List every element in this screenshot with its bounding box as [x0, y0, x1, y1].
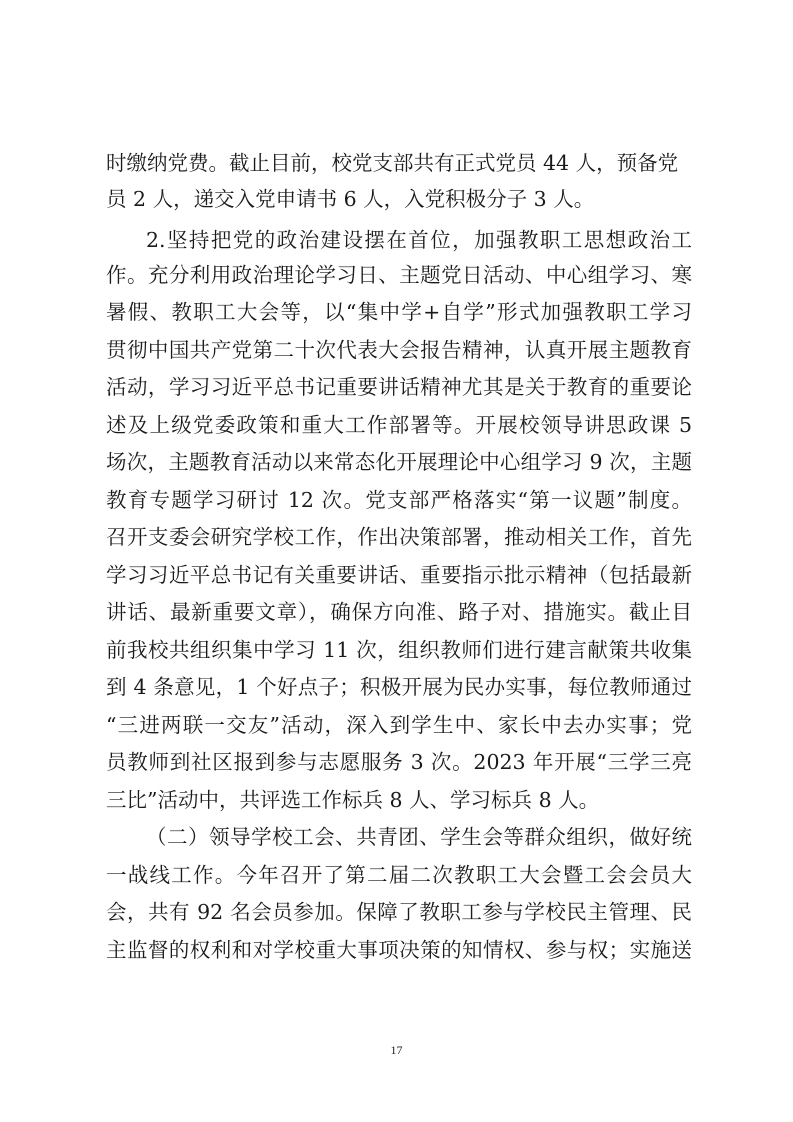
text-line: 活动，学习习近平总书记重要讲话精神尤其是关于教育的重要论	[106, 375, 692, 399]
text-line: 三比”活动中，共评选工作标兵 8 人、学习标兵 8 人。	[106, 788, 600, 812]
page-number: 17	[390, 1043, 403, 1057]
text-line: 暑假、教职工大会等，以“集中学+自学”形式加强教职工学习	[106, 300, 692, 324]
text-line: “三进两联一交友”活动，深入到学生中、家长中去办实事；党	[106, 713, 692, 737]
text-line: 讲话、最新重要文章），确保方向准、路子对、措施实。截止目	[106, 600, 692, 624]
text-line: （二）领导学校工会、共青团、学生会等群众组织，做好统	[146, 825, 692, 849]
text-line: 员 2 人，递交入党申请书 6 人，入党积极分子 3 人。	[106, 187, 595, 211]
text-line: 主监督的权利和对学校重大事项决策的知情权、参与权；实施送	[106, 938, 692, 962]
text-line: 召开支委会研究学校工作，作出决策部署，推动相关工作，首先	[106, 525, 692, 549]
text-line: 教育专题学习研讨 12 次。党支部严格落实“第一议题”制度。	[106, 488, 692, 512]
text-line: 作。充分利用政治理论学习日、主题党日活动、中心组学习、寒	[106, 263, 692, 287]
text-line: 贯彻中国共产党第二十次代表大会报告精神，认真开展主题教育	[106, 338, 692, 362]
text-line: 会，共有 92 名会员参加。保障了教职工参与学校民主管理、民	[106, 900, 692, 924]
text-line: 员教师到社区报到参与志愿服务 3 次。2023 年开展“三学三亮	[106, 750, 692, 774]
text-line: 学习习近平总书记有关重要讲话、重要指示批示精神（包括最新	[106, 563, 692, 587]
text-line: 2.坚持把党的政治建设摆在首位，加强教职工思想政治工	[146, 228, 692, 252]
text-line: 时缴纳党费。截止目前，校党支部共有正式党员 44 人，预备党	[106, 151, 679, 175]
text-line: 前我校共组织集中学习 11 次，组织教师们进行建言献策共收集	[106, 638, 692, 662]
text-line: 到 4 条意见，1 个好点子；积极开展为民办实事，每位教师通过	[106, 675, 692, 699]
text-line: 一战线工作。今年召开了第二届二次教职工大会暨工会会员大	[106, 863, 692, 887]
text-line: 场次，主题教育活动以来常态化开展理论中心组学习 9 次，主题	[106, 450, 692, 474]
text-line: 述及上级党委政策和重大工作部署等。开展校领导讲思政课 5	[106, 413, 692, 437]
